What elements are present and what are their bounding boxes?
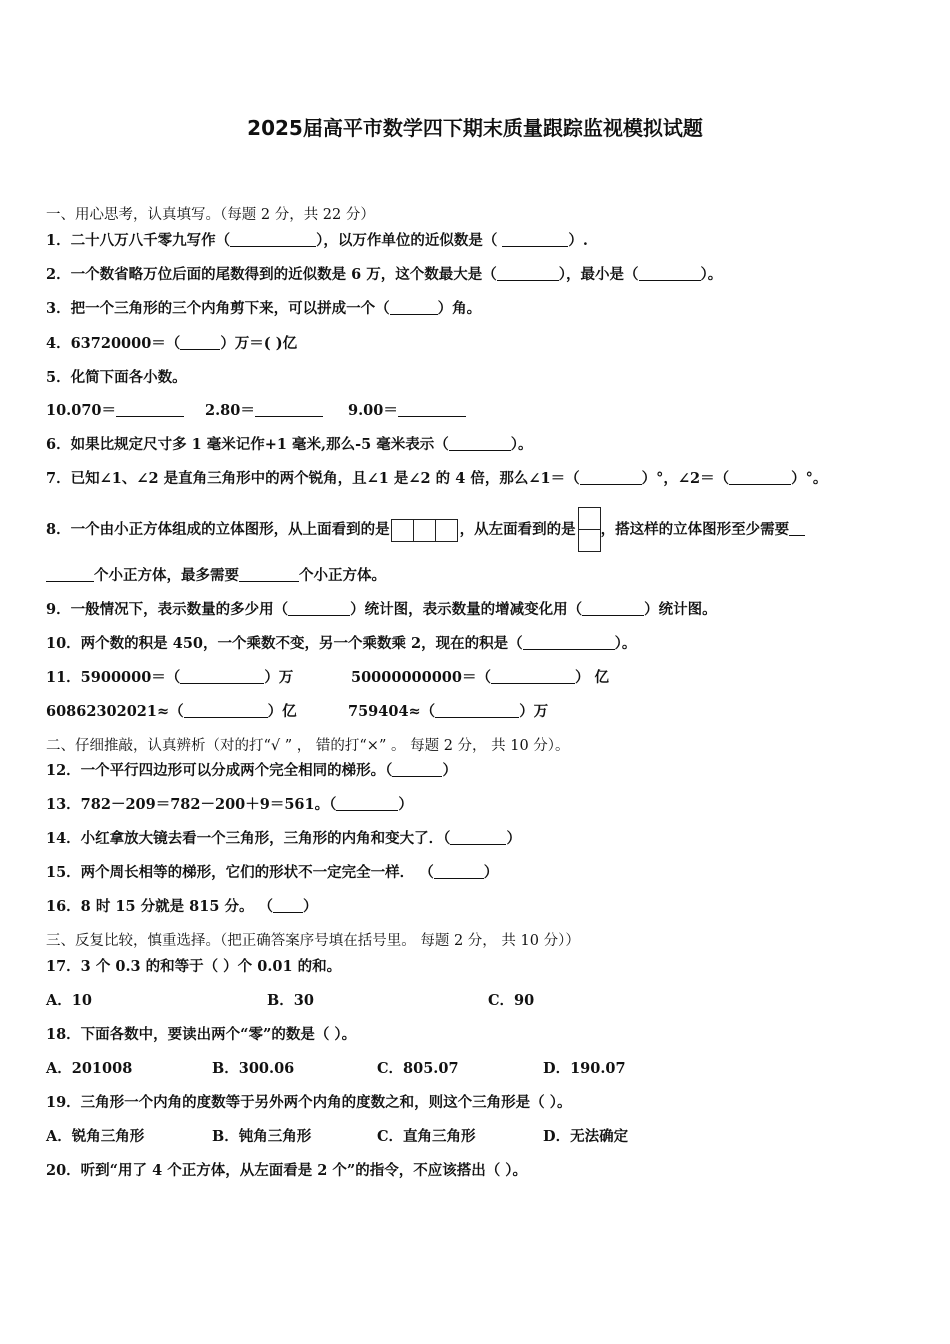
question-11-a: 11．5900000＝（ ）万 <box>46 669 294 686</box>
question-18-option-d: D．190.07 <box>543 1060 626 1077</box>
question-19-option-a: A．锐角三角形 <box>46 1128 145 1145</box>
question-1: 1．二十八万八千零九写作（ ），以万作单位的近似数是（ ）. <box>46 232 588 249</box>
question-12: 12．一个平行四边形可以分成两个完全相同的梯形。（ ） <box>46 762 457 779</box>
question-6: 6．如果比规定尺寸多 1 毫米记作+1 毫米,那么-5 毫米表示（ ）。 <box>46 436 533 453</box>
top-view-figure <box>392 519 458 542</box>
question-9: 9．一般情况下，表示数量的多少用（ ）统计图，表示数量的增减变化用（ ）统计图。 <box>46 601 717 618</box>
question-17: 17．3 个 0.3 的和等于（ ）个 0.01 的和。 <box>46 958 342 975</box>
question-13: 13．782－209＝782－200＋9＝561。（ ） <box>46 796 413 813</box>
question-11-c: 60862302021≈（ ）亿 <box>46 703 297 720</box>
question-8-continued: 个小正方体，最多需要 个小正方体。 <box>46 564 386 585</box>
question-17-option-b: B．30 <box>267 992 314 1009</box>
question-18-option-c: C．805.07 <box>377 1060 459 1077</box>
question-2: 2．一个数省略万位后面的尾数得到的近似数是 6 万，这个数最大是（ ），最小是（ ）。 <box>46 266 723 283</box>
question-15: 15．两个周长相等的梯形，它们的形状不一定完全一样． （ ） <box>46 864 499 881</box>
question-19-option-d: D．无法确定 <box>543 1128 629 1145</box>
question-17-option-c: C．90 <box>488 992 535 1009</box>
question-3: 3．把一个三角形的三个内角剪下来，可以拼成一个（ ）角。 <box>46 300 482 317</box>
question-14: 14．小红拿放大镜去看一个三角形，三角形的内角和变大了．（ ） <box>46 830 521 847</box>
section-3-heading: 三、反复比较，慎重选择。（把正确答案序号填在括号里。 每题 2 分， 共 10 分）） <box>46 933 580 949</box>
question-11-b: 50000000000＝（ ） 亿 <box>351 669 610 686</box>
question-18-option-b: B．300.06 <box>212 1060 295 1077</box>
question-4: 4．63720000＝（ ）万＝( )亿 <box>46 335 298 352</box>
question-11-d: 759404≈（ ）万 <box>348 703 549 720</box>
question-5-item-b: 2.80＝ <box>205 399 323 420</box>
section-1-heading: 一、用心思考，认真填写。（每题 2 分，共 22 分） <box>46 207 375 223</box>
question-18: 18．下面各数中，要读出两个“零”的数是（ ）。 <box>46 1026 357 1043</box>
question-5-item-a: 10.070＝ <box>46 399 184 420</box>
question-7: 7．已知∠1、∠2 是直角三角形中的两个锐角，且∠1 是∠2 的 4 倍，那么∠1＝（ ）°，∠2＝（ ）°。 <box>46 470 828 487</box>
question-10: 10．两个数的积是 450，一个乘数不变，另一个乘数乘 2，现在的积是（ ）。 <box>46 635 637 652</box>
question-18-option-a: A．201008 <box>46 1060 133 1077</box>
question-19-option-b: B．钝角三角形 <box>212 1128 312 1145</box>
question-5: 5．化简下面各小数。 <box>46 369 187 386</box>
question-5-item-c: 9.00＝ <box>348 399 466 420</box>
question-20: 20．听到“用了 4 个正方体，从左面看是 2 个”的指令，不应该搭出（ ）。 <box>46 1162 528 1179</box>
question-8: 8．一个由小正方体组成的立体图形，从上面看到的是 ，从左面看到的是 ，搭这样的立体图形至少需要 <box>46 508 805 552</box>
section-2-heading: 二、仔细推敲，认真辨析（对的打“√ ” ， 错的打“×” 。 每题 2 分， 共 10 分）。 <box>46 738 570 754</box>
question-16: 16．8 时 15 分就是 815 分。 （ ） <box>46 898 318 915</box>
question-19-option-c: C．直角三角形 <box>377 1128 476 1145</box>
question-19: 19．三角形一个内角的度数等于另外两个内角的度数之和，则这个三角形是（ ）。 <box>46 1094 572 1111</box>
page-title: 2025届高平市数学四下期末质量跟踪监视模拟试题 <box>247 116 703 140</box>
left-view-figure <box>578 508 599 552</box>
question-17-option-a: A．10 <box>46 992 92 1009</box>
